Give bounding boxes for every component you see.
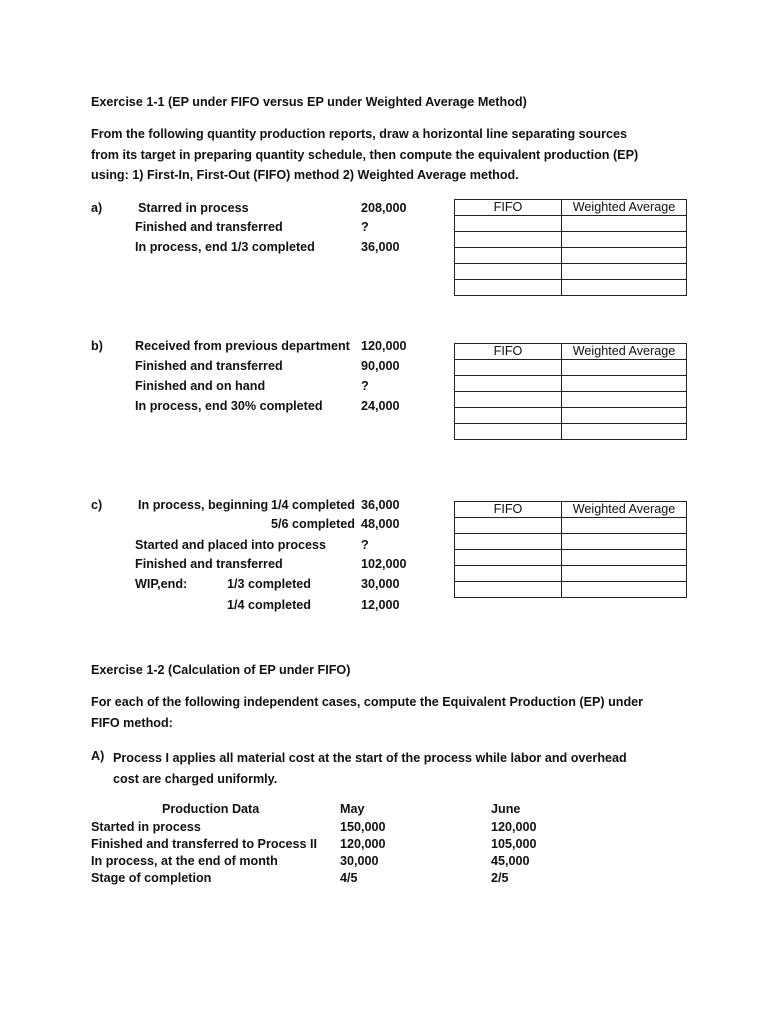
case-c-started-value: ? <box>361 538 369 552</box>
answer-cell[interactable] <box>455 264 562 280</box>
answer-cell[interactable] <box>455 280 562 296</box>
case-c-finished-label: Finished and transferred <box>135 557 283 571</box>
answer-cell[interactable] <box>562 566 687 582</box>
answer-cell[interactable] <box>562 248 687 264</box>
answer-cell[interactable] <box>562 216 687 232</box>
case-a-row-1-value: 208,000 <box>361 201 407 215</box>
exercise-1-2-intro: For each of the following independent cases, compute the Equivalent Production (EP) under FIFO method: <box>91 695 644 730</box>
case-b-row-4-text: In process, end 30% completed <box>135 399 323 413</box>
may-header: May <box>340 802 365 816</box>
answer-cell[interactable] <box>562 264 687 280</box>
answer-cell[interactable] <box>455 248 562 264</box>
answer-cell[interactable] <box>455 216 562 232</box>
weighted-average-header: Weighted Average <box>562 502 687 518</box>
case-c-started-label: Started and placed into process <box>135 538 327 552</box>
production-data-header: Production Data <box>162 802 260 816</box>
answer-cell[interactable] <box>455 518 562 534</box>
weighted-average-header: Weighted Average <box>562 344 687 360</box>
answer-cell[interactable] <box>562 534 687 550</box>
case-A-label: A) <box>91 749 105 763</box>
case-a-row-2-text: Finished and transferred <box>135 220 283 234</box>
case-c-answer-table <box>454 501 687 598</box>
case-b-row-1-value: 120,000 <box>361 339 407 353</box>
production-row-may: 4/5 <box>340 871 358 885</box>
production-row-label: In process, at the end of month <box>91 854 278 868</box>
case-c-wip-value-1: 30,000 <box>361 577 400 591</box>
case-b-row-2-text: Finished and transferred <box>135 359 283 373</box>
case-c-wip-value-2: 12,000 <box>361 598 400 612</box>
case-a-row-3-text: In process, end 1/3 completed <box>135 240 315 254</box>
production-row-june: 2/5 <box>491 871 509 885</box>
case-a-row-1-text: Starred in process <box>138 201 249 215</box>
case-b-row-1-text: Received from previous department <box>135 339 350 353</box>
weighted-average-header: Weighted Average <box>562 200 687 216</box>
answer-cell[interactable] <box>455 392 562 408</box>
production-row-june: 120,000 <box>491 820 537 834</box>
answer-cell[interactable] <box>562 232 687 248</box>
case-c-finished-value: 102,000 <box>361 557 407 571</box>
case-A-text: Process I applies all material cost at the start of the process while labor and overhead cost are charged uniformly. <box>113 751 627 786</box>
answer-cell[interactable] <box>455 550 562 566</box>
case-c-wip-stage-2: 1/4 completed <box>227 598 311 612</box>
case-b-answer-table <box>454 343 687 440</box>
answer-cell[interactable] <box>455 232 562 248</box>
answer-cell[interactable] <box>562 550 687 566</box>
answer-cell[interactable] <box>455 582 562 598</box>
fifo-header: FIFO <box>455 344 562 360</box>
fifo-header: FIFO <box>455 502 562 518</box>
case-c-wip-label: WIP,end: <box>135 577 188 591</box>
exercise-1-2-title: Exercise 1-2 (Calculation of EP under FIFO) <box>91 663 351 677</box>
answer-cell[interactable] <box>562 408 687 424</box>
answer-cell[interactable] <box>562 376 687 392</box>
production-row-june: 45,000 <box>491 854 530 868</box>
production-row-label: Stage of completion <box>91 871 212 885</box>
answer-cell[interactable] <box>562 392 687 408</box>
case-b-row-2-value: 90,000 <box>361 359 400 373</box>
answer-cell[interactable] <box>455 408 562 424</box>
answer-cell[interactable] <box>562 424 687 440</box>
case-c-label: c) <box>91 498 103 512</box>
production-row-may: 120,000 <box>340 837 386 851</box>
answer-cell[interactable] <box>562 280 687 296</box>
production-row-may: 30,000 <box>340 854 379 868</box>
production-row-may: 150,000 <box>340 820 386 834</box>
case-c-in-process-stage-2: 5/6 completed <box>271 517 355 531</box>
answer-cell[interactable] <box>455 360 562 376</box>
production-row-label: Started in process <box>91 820 201 834</box>
answer-cell[interactable] <box>562 360 687 376</box>
case-a-row-3-value: 36,000 <box>361 240 400 254</box>
answer-cell[interactable] <box>562 518 687 534</box>
case-b-row-4-value: 24,000 <box>361 399 400 413</box>
answer-cell[interactable] <box>455 534 562 550</box>
production-row-label: Finished and transferred to Process II <box>91 837 318 851</box>
case-b-label: b) <box>91 339 103 353</box>
june-header: June <box>491 802 521 816</box>
case-b-row-3-value: ? <box>361 379 369 393</box>
case-c-in-process-stage-1: 1/4 completed <box>271 498 355 512</box>
answer-cell[interactable] <box>562 582 687 598</box>
fifo-header: FIFO <box>455 200 562 216</box>
case-a-row-2-value: ? <box>361 220 369 234</box>
answer-cell[interactable] <box>455 376 562 392</box>
exercise-1-1-title: Exercise 1-1 (EP under FIFO versus EP under Weighted Average Method) <box>91 95 527 109</box>
case-c-in-process-value-1: 36,000 <box>361 498 400 512</box>
production-row-june: 105,000 <box>491 837 537 851</box>
case-c-in-process-label: In process, beginning <box>138 498 269 512</box>
case-c-in-process-value-2: 48,000 <box>361 517 400 531</box>
case-a-answer-table <box>454 199 687 296</box>
case-b-row-3-text: Finished and on hand <box>135 379 266 393</box>
case-a-label: a) <box>91 201 103 215</box>
answer-cell[interactable] <box>455 566 562 582</box>
exercise-1-1-intro: From the following quantity production reports, draw a horizontal line separating sources from its target in preparing quantity schedule, then compute the equivalent production (EP) using: 1) First-In, First-Out (FIFO) method 2) Weighted Average method. <box>91 127 639 182</box>
answer-cell[interactable] <box>455 424 562 440</box>
case-c-wip-stage-1: 1/3 completed <box>227 577 311 591</box>
